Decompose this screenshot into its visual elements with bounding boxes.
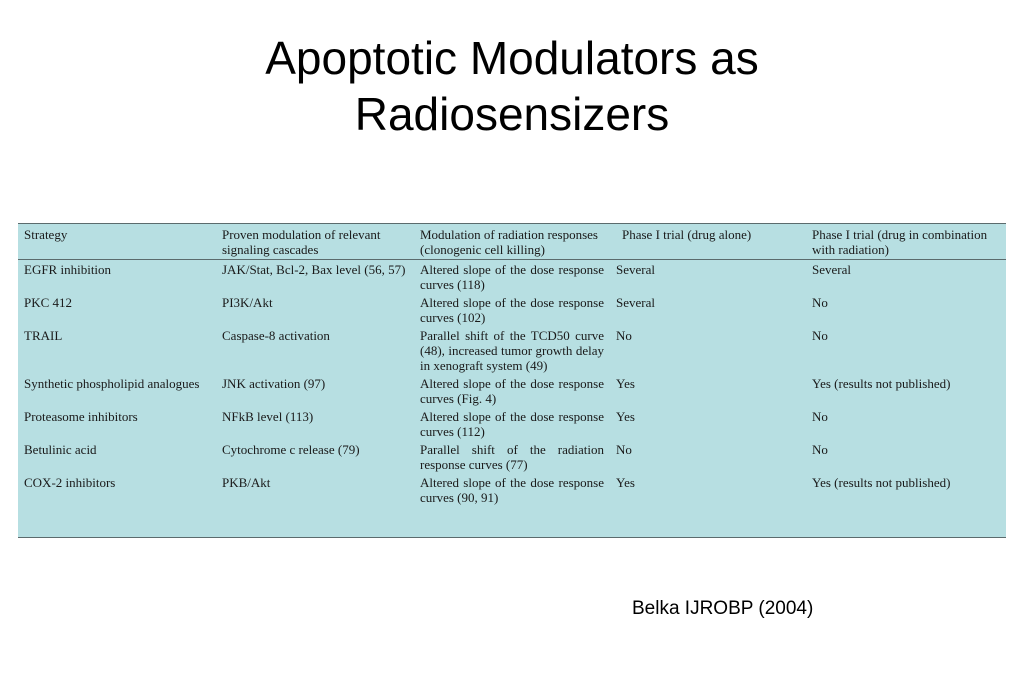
cell-phase1-alone: Yes	[616, 475, 635, 490]
header-strategy: Strategy	[24, 227, 68, 242]
cell-strategy: Betulinic acid	[24, 442, 97, 457]
slide-title-line-1: Apoptotic Modulators as	[265, 32, 759, 84]
cell-phase1-combination: Yes (results not published)	[812, 376, 951, 391]
cell-strategy: EGFR inhibition	[24, 262, 112, 277]
cell-strategy: Proteasome inhibitors	[24, 409, 138, 424]
header-phase1-alone: Phase I trial (drug alone)	[622, 227, 752, 242]
cell-phase1-alone: Several	[616, 262, 655, 277]
cell-phase1-combination: No	[812, 295, 828, 310]
cell-radiation-response: Altered slope of the dose response curves (102)	[420, 295, 604, 325]
cell-strategy: TRAIL	[24, 328, 63, 343]
cell-radiation-response: Parallel shift of the radiation response curves (77)	[420, 442, 604, 472]
cell-radiation-response: Altered slope of the dose response curves (Fig. 4)	[420, 376, 604, 406]
cell-signaling: JNK activation (97)	[222, 376, 326, 391]
table-row	[18, 473, 1006, 506]
cell-phase1-combination: No	[812, 328, 828, 343]
header-signaling: Proven modulation of relevant signaling cascades	[222, 227, 381, 257]
cell-radiation-response: Altered slope of the dose response curves (112)	[420, 409, 604, 439]
cell-signaling: PI3K/Akt	[222, 295, 273, 310]
cell-phase1-alone: Yes	[616, 409, 635, 424]
table-row	[18, 407, 1006, 440]
cell-phase1-alone: Yes	[616, 376, 635, 391]
table-row	[18, 293, 1006, 326]
header-phase1-combination: Phase I trial (drug in combination with radiation)	[812, 227, 988, 257]
cell-signaling: Cytochrome c release (79)	[222, 442, 360, 457]
table-row	[18, 374, 1006, 407]
cell-strategy: COX-2 inhibitors	[24, 475, 116, 490]
cell-phase1-alone: Several	[616, 295, 655, 310]
table-row	[18, 440, 1006, 473]
cell-phase1-combination: No	[812, 409, 828, 424]
cell-phase1-alone: No	[616, 442, 632, 457]
modulators-table-panel	[18, 223, 1006, 538]
slide-title-line-2: Radiosensizers	[354, 88, 670, 140]
modulators-table	[18, 224, 1006, 506]
cell-phase1-combination: Yes (results not published)	[812, 475, 951, 490]
cell-signaling: NFkB level (113)	[222, 409, 314, 424]
cell-signaling: JAK/Stat, Bcl-2, Bax level (56, 57)	[222, 262, 406, 277]
cell-radiation-response: Parallel shift of the TCD50 curve (48), increased tumor growth delay in xenograft system (49)	[420, 328, 604, 373]
cell-signaling: PKB/Akt	[222, 475, 271, 490]
cell-strategy: PKC 412	[24, 295, 73, 310]
citation-text: Belka IJROBP (2004)	[632, 598, 814, 619]
cell-phase1-alone: No	[616, 328, 632, 343]
cell-radiation-response: Altered slope of the dose response curves (118)	[420, 262, 604, 292]
cell-signaling: Caspase-8 activation	[222, 328, 330, 343]
table-row	[18, 326, 1006, 374]
cell-phase1-combination: Several	[812, 262, 851, 277]
cell-radiation-response: Altered slope of the dose response curves (90, 91)	[420, 475, 604, 505]
cell-phase1-combination: No	[812, 442, 828, 457]
slide-title	[0, 30, 1024, 142]
header-radiation-response: Modulation of radiation responses (clonogenic cell killing)	[420, 227, 598, 257]
table-header-row	[18, 224, 1006, 260]
table-row	[18, 260, 1006, 294]
cell-strategy: Synthetic phospholipid analogues	[24, 376, 200, 391]
